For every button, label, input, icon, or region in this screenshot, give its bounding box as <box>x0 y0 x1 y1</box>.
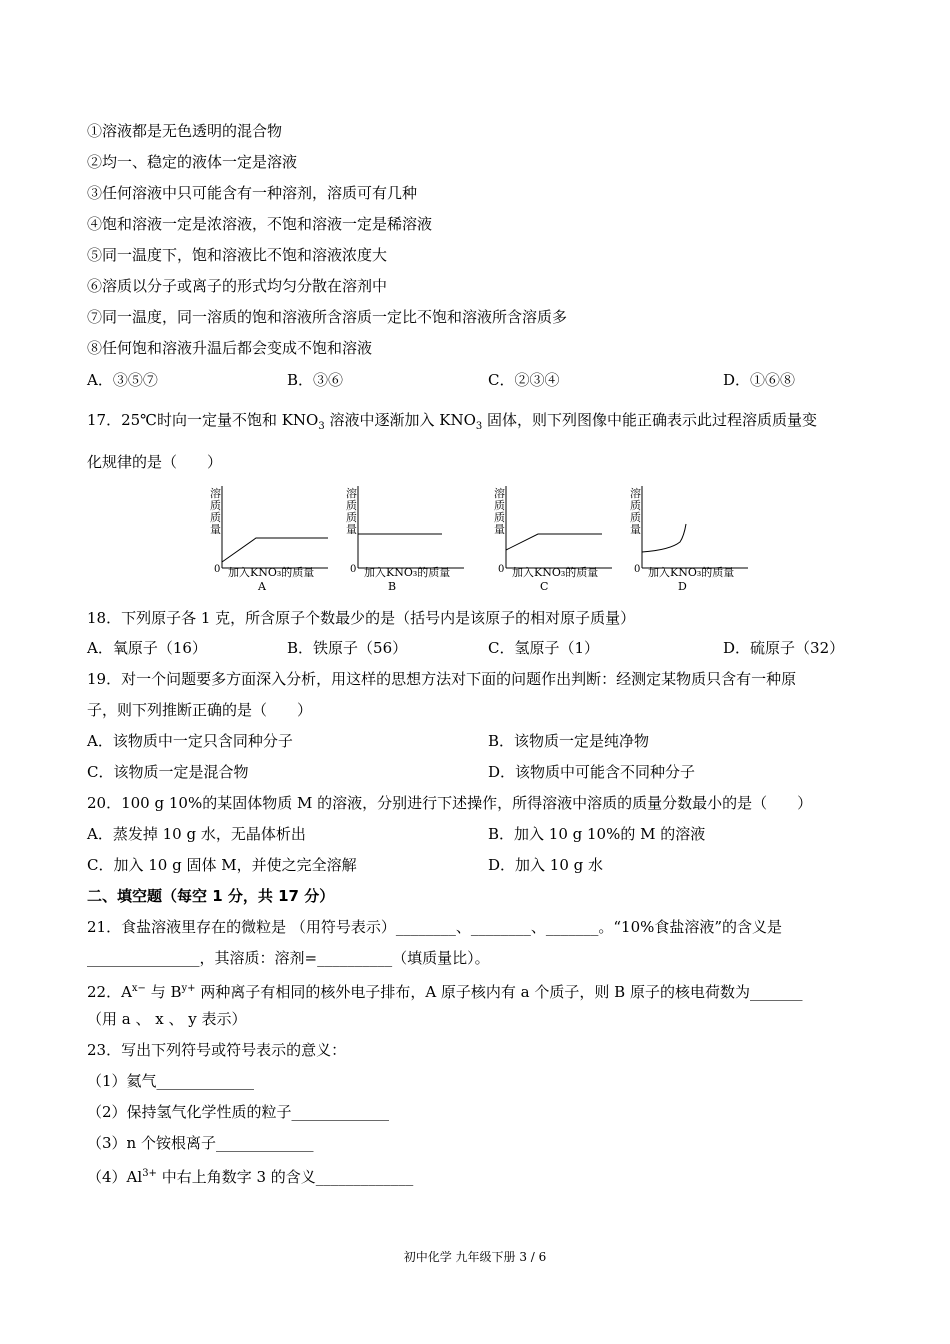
q16-option-c[interactable]: C．②③④ <box>488 371 560 389</box>
q20-option-a[interactable]: A．蒸发掉 10 g 水，无晶体析出 <box>87 825 306 843</box>
graph-a-xlabel: 加入KNO₃的质量 <box>228 566 315 579</box>
section-heading: 二、填空题（每空 1 分，共 17 分） <box>87 887 335 905</box>
q16-option-d[interactable]: D．①⑥⑧ <box>723 371 796 389</box>
q19-option-b[interactable]: B．该物质一定是纯净物 <box>488 732 650 750</box>
q20-option-d[interactable]: D．加入 10 g 水 <box>488 856 604 874</box>
q17-stem-line2: 化规律的是（ ） <box>87 453 223 471</box>
q19-stem-line1: 19．对一个问题要多方面深入分析，用这样的思想方法对下面的问题作出判断：经测定某物质只含有一种原 <box>87 670 797 688</box>
graph-a-origin: 0 <box>214 564 221 575</box>
statement-5: ⑤同一温度下，饱和溶液比不饱和溶液浓度大 <box>87 246 388 264</box>
graph-b-label: B <box>388 580 397 593</box>
q20-option-c[interactable]: C．加入 10 g 固体 M，并使之完全溶解 <box>87 856 357 874</box>
graph-b-ylabel: 溶质质量 <box>346 487 357 536</box>
q17-graph-c[interactable] <box>490 484 620 596</box>
graph-c-ylabel: 溶质质量 <box>494 487 505 536</box>
q22-line1: 22．$A^{x-}$ 与 $B^{y+}$ 两种离子有相同的核外电子排布，A 原子核内有 a 个质子，则 B 原子的核电荷数为_______ <box>87 983 803 1001</box>
statement-1: ①溶液都是无色透明的混合物 <box>87 122 283 140</box>
statement-3: ③任何溶液中只可能含有一种溶剂，溶质可有几种 <box>87 184 418 202</box>
q19-stem-line2: 子，则下列推断正确的是（ ） <box>87 701 313 719</box>
q16-option-a[interactable]: A．③⑤⑦ <box>87 371 158 389</box>
graph-b-xlabel: 加入KNO₃的质量 <box>364 566 451 579</box>
q18-option-b[interactable]: B．铁原子（56） <box>287 639 408 657</box>
q22-line2: （用 a 、 x 、 y 表示） <box>87 1010 247 1028</box>
q18-option-d[interactable]: D．硫原子（32） <box>723 639 845 657</box>
statement-8: ⑧任何饱和溶液升温后都会变成不饱和溶液 <box>87 339 373 357</box>
graph-d-label: D <box>678 580 687 593</box>
q16-option-b[interactable]: B．③⑥ <box>287 371 344 389</box>
q20-option-b[interactable]: B．加入 10 g 10%的 M 的溶液 <box>488 825 706 843</box>
statement-7: ⑦同一温度，同一溶质的饱和溶液所含溶质一定比不饱和溶液所含溶质多 <box>87 308 568 326</box>
q18-option-a[interactable]: A．氧原子（16） <box>87 639 207 657</box>
graph-c-label: C <box>540 580 549 593</box>
q17-stem-line1: 17．25℃时向一定量不饱和 $KNO_3$ 溶液中逐渐加入 $KNO_3$ 固体，则下列图像中能正确表示此过程溶质质量变 <box>87 411 818 432</box>
q19-option-d[interactable]: D．该物质中可能含不同种分子 <box>488 763 696 781</box>
statement-6: ⑥溶质以分子或离子的形式均匀分散在溶剂中 <box>87 277 388 295</box>
q20-stem: 20．100 g 10%的某固体物质 M 的溶液，分别进行下述操作，所得溶液中溶质的质量分数最小的是（ ） <box>87 794 813 812</box>
statement-2: ②均一、稳定的液体一定是溶液 <box>87 153 298 171</box>
q21-line2: _______________，其溶质：溶剂=__________（填质量比）。 <box>87 949 490 967</box>
graph-d-xlabel: 加入KNO₃的质量 <box>648 566 735 579</box>
q23-item-1: （1）氦气_____________ <box>87 1072 255 1090</box>
q18-stem: 18．下列原子各 1 克，所含原子个数最少的是（括号内是该原子的相对原子质量） <box>87 609 636 627</box>
q23-item-3: （3）n 个铵根离子_____________ <box>87 1134 314 1152</box>
q19-option-a[interactable]: A．该物质中一定只含同种分子 <box>87 732 293 750</box>
graph-a-label: A <box>258 580 266 593</box>
graph-b-origin: 0 <box>350 564 357 575</box>
graph-d-origin: 0 <box>634 564 641 575</box>
q23-item-2: （2）保持氢气化学性质的粒子_____________ <box>87 1103 390 1121</box>
q21-line1: 21．食盐溶液里存在的微粒是 （用符号表示）________、________、_______。“10%食盐溶液”的含义是 <box>87 918 783 936</box>
statement-4: ④饱和溶液一定是浓溶液，不饱和溶液一定是稀溶液 <box>87 215 433 233</box>
page-footer: 初中化学 九年级下册 3 / 6 <box>403 1250 547 1264</box>
q17-graph-d[interactable] <box>626 484 756 596</box>
graph-d-ylabel: 溶质质量 <box>630 487 641 536</box>
q17-graph-a[interactable] <box>206 484 336 596</box>
graph-c-origin: 0 <box>498 564 505 575</box>
graph-a-ylabel: 溶质质量 <box>210 487 221 536</box>
q19-option-c[interactable]: C．该物质一定是混合物 <box>87 763 249 781</box>
q23-stem: 23．写出下列符号或符号表示的意义： <box>87 1041 347 1059</box>
graph-c-xlabel: 加入KNO₃的质量 <box>512 566 599 579</box>
q17-graph-b[interactable] <box>342 484 472 596</box>
q18-option-c[interactable]: C．氢原子（1） <box>488 639 600 657</box>
q23-item-4: $(4)Al^{3+}$ 中右上角数字 3 的含义_____________ <box>87 1168 414 1186</box>
